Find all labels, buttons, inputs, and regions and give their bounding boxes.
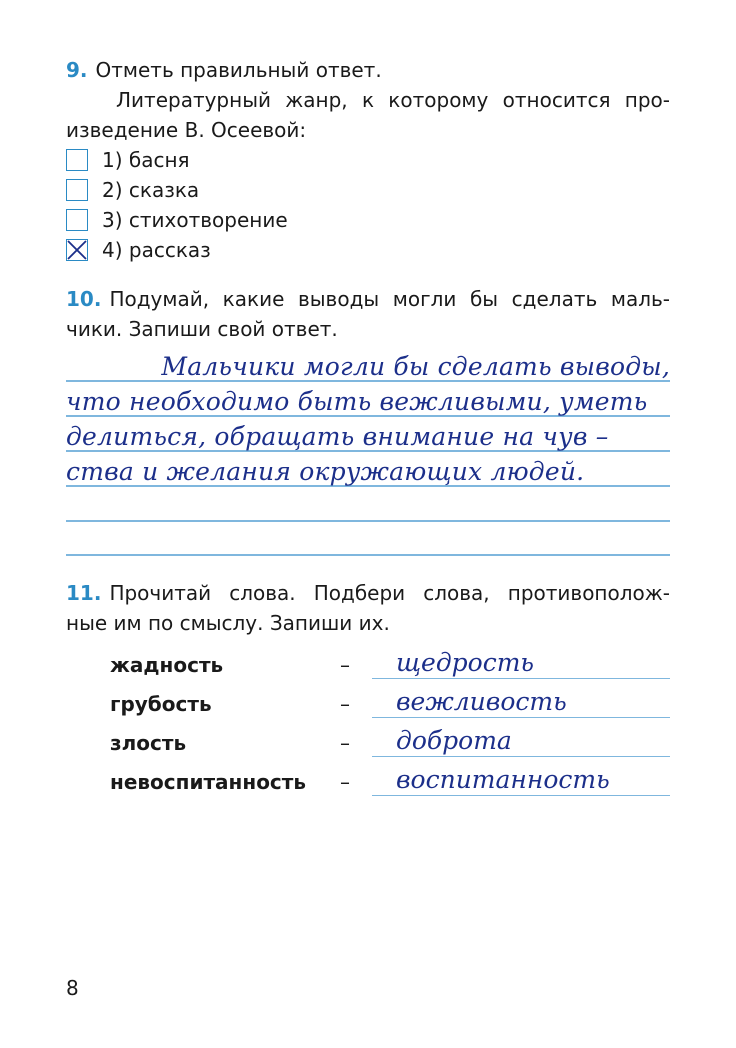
- handwritten-antonym: вежливость: [396, 687, 567, 716]
- option-label: 2) сказка: [102, 178, 200, 202]
- handwritten-answer-line: делиться, обращать внимание на чув –: [66, 422, 609, 451]
- cross-mark-icon: [66, 239, 88, 261]
- source-word: жадность: [110, 653, 224, 677]
- handwritten-answer-line: ства и желания окружающих людей.: [66, 457, 585, 486]
- dash: –: [340, 692, 350, 716]
- option-2[interactable]: [66, 175, 670, 205]
- word-pair: [110, 645, 670, 685]
- checkbox[interactable]: [66, 209, 88, 231]
- option-4[interactable]: [66, 235, 670, 265]
- answer-area[interactable]: [66, 350, 670, 560]
- dash: –: [340, 770, 350, 794]
- task-10-heading: [66, 284, 670, 314]
- task-number: 9.: [66, 58, 88, 82]
- task-title: Отметь правильный ответ.: [95, 58, 382, 82]
- option-label: 3) стихотворение: [102, 208, 288, 232]
- task-9: [66, 55, 670, 265]
- answer-line[interactable]: [372, 678, 670, 680]
- option-3[interactable]: [66, 205, 670, 235]
- checkbox[interactable]: [66, 149, 88, 171]
- handwritten-answer-line: Мальчики могли бы сделать выводы,: [161, 352, 670, 381]
- writing-line: [66, 520, 670, 522]
- handwritten-answer-line: что необходимо быть вежливыми, уметь: [66, 387, 648, 416]
- checkbox-checked[interactable]: [66, 239, 88, 261]
- task-text: Подумай, какие выводы могли бы сделать маль-: [109, 287, 670, 311]
- task-text: Прочитай слова. Подбери слова, противополож-: [109, 581, 670, 605]
- task-11-heading: [66, 578, 670, 608]
- task-number: 10.: [66, 287, 102, 311]
- word-pair: [110, 762, 670, 802]
- task-11: [66, 578, 670, 638]
- option-1[interactable]: [66, 145, 670, 175]
- word-pair: [110, 684, 670, 724]
- task-number: 11.: [66, 581, 102, 605]
- page-number: 8: [66, 976, 79, 1000]
- question-line: изведение В. Осеевой:: [66, 118, 307, 142]
- question-line: Литературный жанр, к которому относится про-: [116, 88, 670, 112]
- handwritten-antonym: воспитанность: [396, 765, 610, 794]
- option-label: 4) рассказ: [102, 238, 211, 262]
- task-text: чики. Запиши свой ответ.: [66, 317, 338, 341]
- option-label: 1) басня: [102, 148, 190, 172]
- handwritten-antonym: доброта: [396, 726, 512, 755]
- task-text: ные им по смыслу. Запиши их.: [66, 611, 390, 635]
- task-9-heading: [66, 55, 670, 85]
- dash: –: [340, 653, 350, 677]
- checkbox[interactable]: [66, 179, 88, 201]
- word-pair: [110, 723, 670, 763]
- source-word: невоспитанность: [110, 770, 307, 794]
- source-word: грубость: [110, 692, 212, 716]
- source-word: злость: [110, 731, 187, 755]
- handwritten-antonym: щедрость: [396, 648, 535, 677]
- answer-line[interactable]: [372, 795, 670, 797]
- answer-line[interactable]: [372, 756, 670, 758]
- dash: –: [340, 731, 350, 755]
- answer-line[interactable]: [372, 717, 670, 719]
- task-10: [66, 284, 670, 344]
- writing-line: [66, 554, 670, 556]
